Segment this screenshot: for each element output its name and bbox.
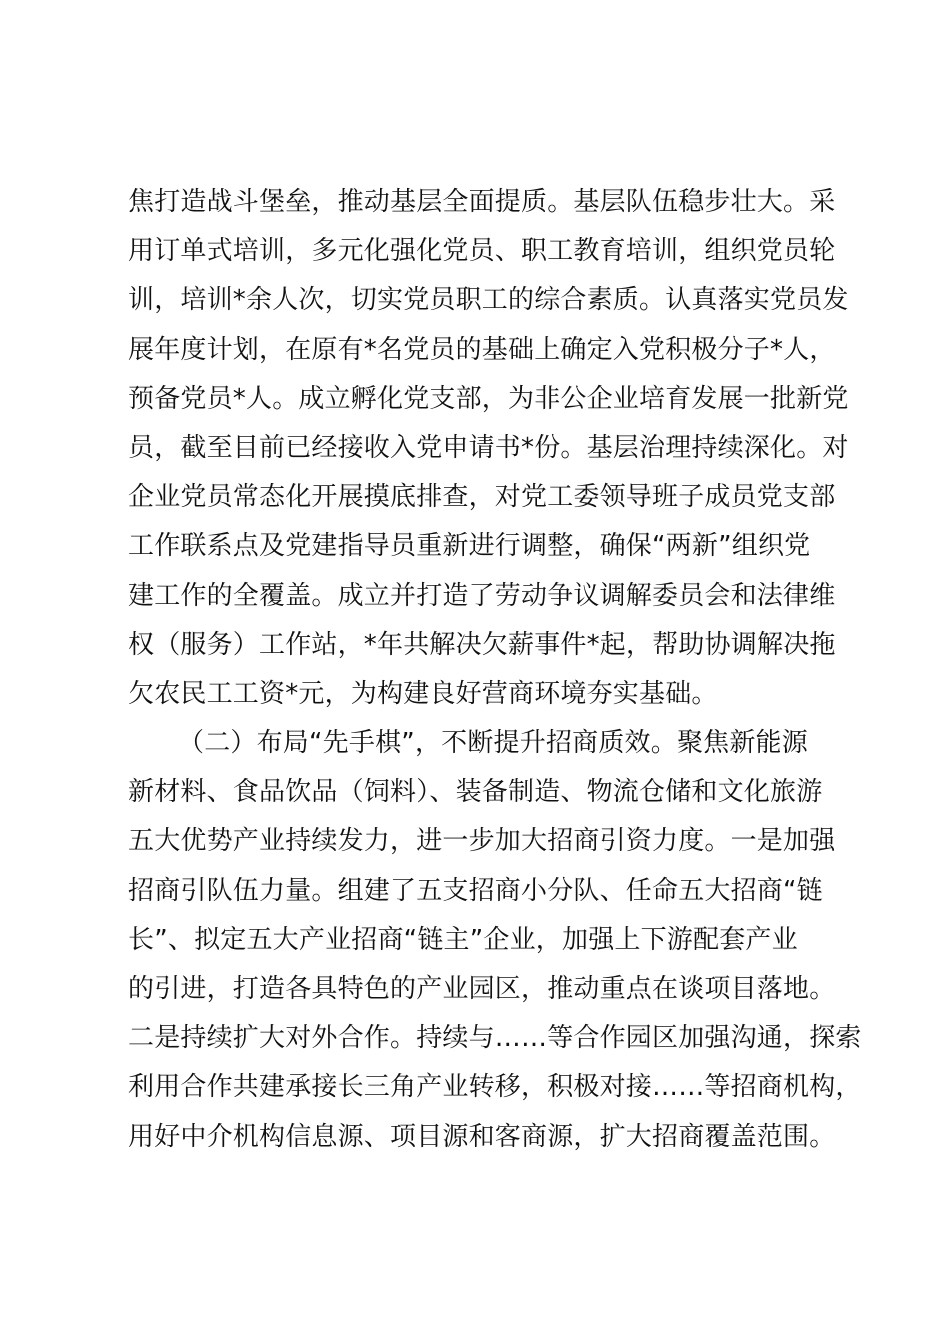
- text-line: 招商引队伍力量。组建了五支招商小分队、任命五大招商“链: [128, 875, 823, 906]
- text-line: 展年度计划，在原有*名党员的基础上确定入党积极分子*人，: [128, 334, 836, 365]
- text-line: 利用合作共建承接长三角产业转移，积极对接……等招商机构，: [128, 1072, 862, 1103]
- text-line: 新材料、食品饮品（饲料）、装备制造、物流仓储和文化旅游: [128, 777, 823, 808]
- section-heading-line: （二）布局“先手棋”，不断提升招商质效。聚焦新能源: [178, 728, 808, 759]
- text-line: 二是持续扩大对外合作。持续与……等合作园区加强沟通，探索: [128, 1023, 862, 1054]
- text-line: 欠农民工工资*元，为构建良好营商环境夯实基础。: [128, 678, 718, 709]
- text-line: 焦打造战斗堡垒，推动基层全面提质。基层队伍稳步壮大。采: [128, 187, 836, 217]
- text-line: 员，截至目前已经接收入党申请书*份。基层治理持续深化。对: [128, 432, 849, 463]
- text-line: 建工作的全覆盖。成立并打造了劳动争议调解委员会和法律维: [128, 580, 836, 611]
- text-line: 训，培训*余人次，切实党员职工的综合素质。认真落实党员发: [128, 285, 849, 316]
- text-line: 用好中介机构信息源、项目源和客商源，扩大招商覆盖范围。: [128, 1121, 836, 1152]
- text-line: 用订单式培训，多元化强化党员、职工教育培训，组织党员轮: [128, 236, 836, 267]
- text-line: 的引进，打造各具特色的产业园区，推动重点在谈项目落地。: [128, 974, 836, 1004]
- text-line: 预备党员*人。成立孵化党支部，为非公企业培育发展一批新党: [128, 383, 849, 414]
- text-line: 五大优势产业持续发力，进一步加大招商引资力度。一是加强: [128, 826, 836, 857]
- text-line: 权（服务）工作站，*年共解决欠薪事件*起，帮助协调解决拖: [128, 629, 836, 660]
- text-line: 工作联系点及党建指导员重新进行调整，确保“两新”组织党: [128, 531, 811, 562]
- body-text: [128, 178, 862, 1162]
- text-line: 企业党员常态化开展摸底排查，对党工委领导班子成员党支部: [128, 482, 836, 513]
- text-line: 长”、拟定五大产业招商“链主”企业，加强上下游配套产业: [128, 924, 798, 955]
